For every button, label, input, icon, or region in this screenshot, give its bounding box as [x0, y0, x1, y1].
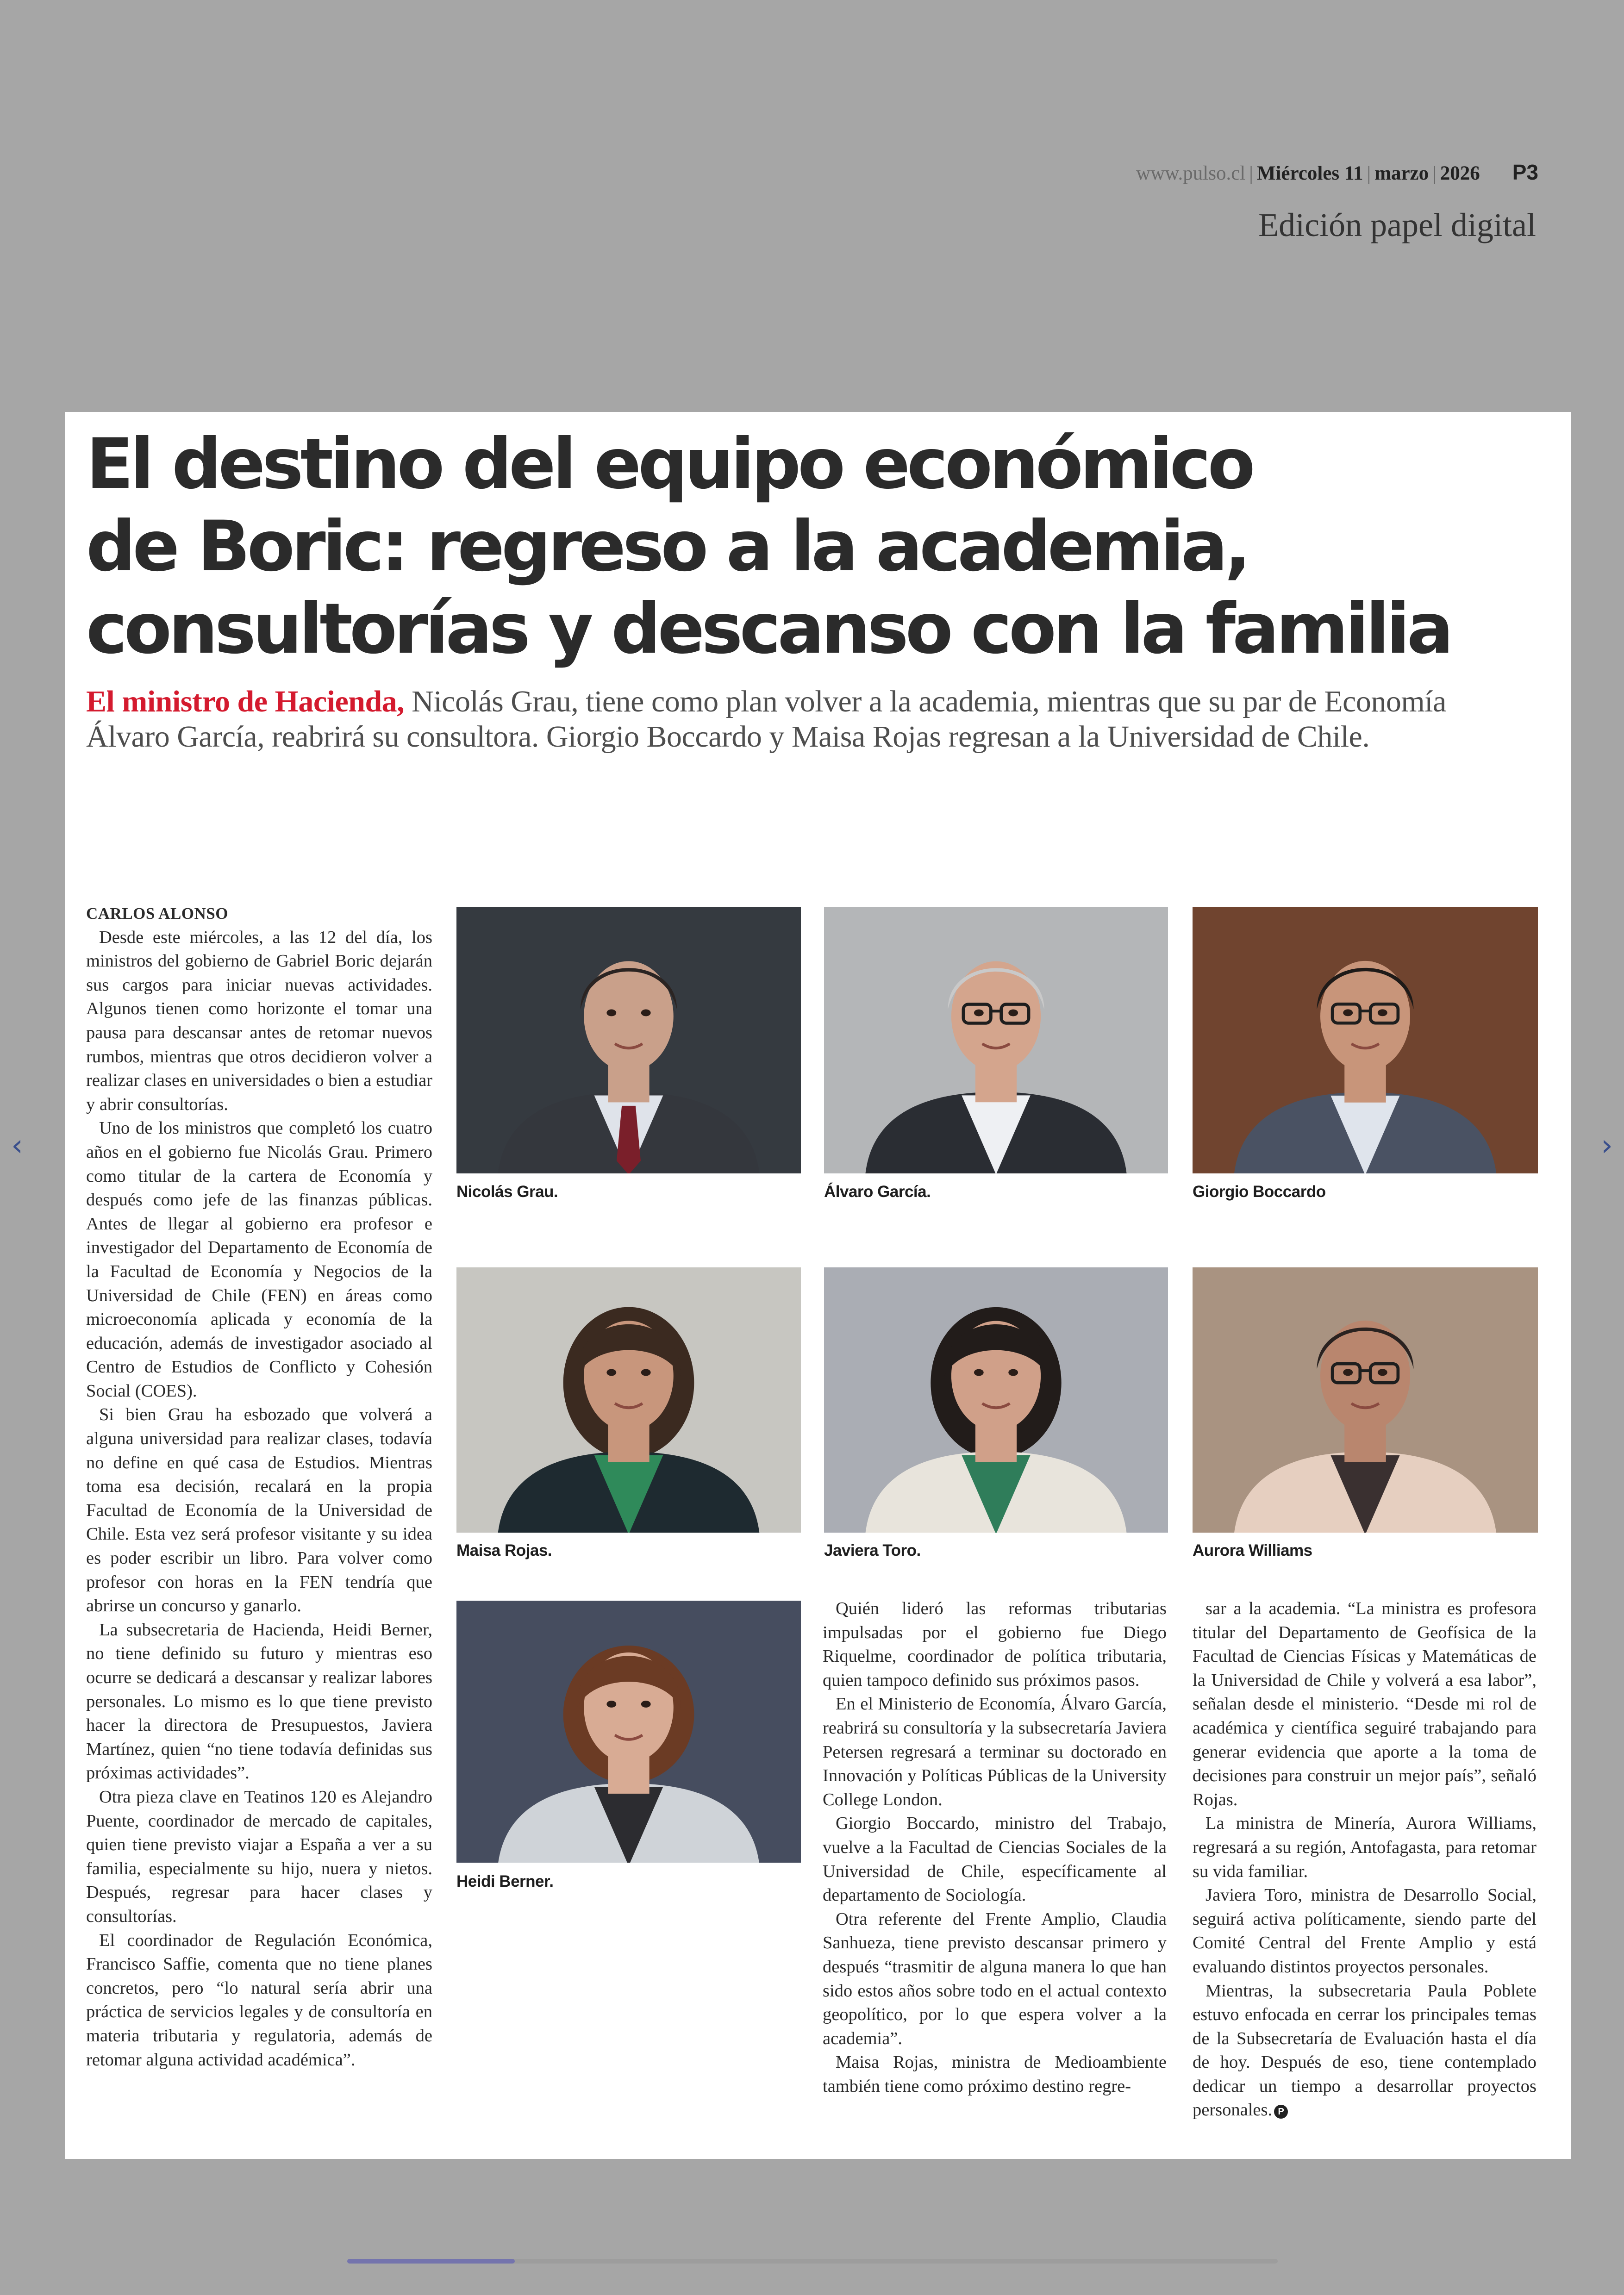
left-eye [974, 1369, 984, 1376]
left-eye [1343, 1009, 1353, 1016]
previous-page-arrow-icon[interactable]: ‹ [11, 1129, 23, 1163]
portrait-illustration [1193, 1267, 1538, 1533]
photo-caption: Javiera Toro. [824, 1541, 921, 1559]
photo-caption: Giorgio Boccardo [1193, 1183, 1326, 1201]
left-eye [606, 1701, 616, 1708]
paragraph: Javiera Toro, ministra de Desarrollo Social, seguirá activa políticamente, siendo parte del Comité Central del Frente Amplio y está evaluando distintos proyectos personales. [1193, 1885, 1537, 1977]
paragraph-text: Mientras, la subsecretaria Paula Poblete estuvo enfocada en cerrar los principales temas de la Subsecretaría de Evaluación hasta el día de hoy. Después de eso, tiene contemplado dedicar un tiempo a desarrollar proyectos personales. [1193, 1981, 1537, 2120]
body-column-3 [1193, 1597, 1537, 2122]
portrait-illustration [824, 907, 1168, 1173]
right-eye [1008, 1369, 1018, 1376]
deck-text: Nicolás Grau, tiene como plan volver a la academia, mientras que su par de Economía Álvaro García, reabrirá su consultora. Giorgio Boccardo y Maisa Rojas regresan a la Universidad de Chile. [86, 685, 1446, 754]
reading-progress-track[interactable] [347, 2259, 1278, 2264]
left-eye [1343, 1369, 1353, 1376]
deck [86, 684, 1452, 755]
newspaper-page [65, 412, 1571, 2159]
masthead: www.pulso.cl | Miércoles 11 | marzo | 2026 P3 [1136, 160, 1538, 184]
left-eye [974, 1010, 984, 1017]
page-number: P3 [1512, 160, 1538, 184]
paragraph: Uno de los ministros que completó los cuatro años en el gobierno fue Nicolás Grau. Primero como titular de la cartera de Economía y después como jefe de las finanzas públicas. Antes de llegar al gobierno era profesor e investigador del Departamento de Economía de la Facultad de Economía y Negocios de la Universidad de Chile (FEN) en áreas como microeconomía aplicada y economía de la educación, además de investigador asociado al Centro de Estudios de Conflicto y Cohesión Social (COES). [86, 1118, 432, 1401]
paragraph: El coordinador de Regulación Económica, Francisco Saffie, comenta que no tiene planes concretos, pero “lo natural sería abrir una práctica de servicios legales y de consultoría en materia tributaria y regulatoria, además de retomar alguna actividad académica”. [86, 1930, 432, 2070]
right-eye [1378, 1369, 1387, 1376]
date-month: marzo [1374, 162, 1429, 184]
deck-lead: El ministro de Hacienda, [86, 685, 405, 718]
left-eye [606, 1369, 616, 1376]
photo-caption: Álvaro García. [824, 1183, 931, 1201]
headline [86, 423, 1521, 670]
headline-line: El destino del equipo económico [86, 424, 1252, 505]
photo-caption: Heidi Berner. [456, 1872, 554, 1890]
paragraph: En el Ministerio de Economía, Álvaro García, reabrirá su consultoría y la subsecretaría Javiera Petersen regresará a terminar su doctorado en Innovación y Políticas Públicas de la University College London. [823, 1694, 1167, 1809]
paragraph: La ministra de Minería, Aurora Williams, regresará a su región, Antofagasta, para retomar su vida familiar. [1193, 1814, 1537, 1881]
body-column-2 [823, 1597, 1167, 2098]
date-year: 2026 [1440, 162, 1480, 184]
photo-caption: Nicolás Grau. [456, 1183, 558, 1201]
paragraph: Desde este miércoles, a las 12 del día, los ministros del gobierno de Gabriel Boric dejarán sus cargos para iniciar nuevas actividades. Algunos tienen como horizonte el tomar una pausa para descansar antes de retomar nuevos rumbos, mientras que otros decidieron volver a realizar clases en universidades o bien a estudiar y abrir consultorías. [86, 927, 432, 1114]
photo-caption: Maisa Rojas. [456, 1541, 552, 1559]
paragraph: sar a la academia. “La ministra es profesora titular del Departamento de Geofísica de la Facultad de Ciencias Físicas y Matemáticas de la Universidad de Chile y volverá a esa labor”, señalan desde el ministerio. “Desde mi rol de académica y científica seguiré trabajando para generar evidencia que aporte a la toma de decisiones para construir un mejor país”, señaló Rojas. [1193, 1599, 1537, 1809]
portrait-illustration [456, 907, 801, 1173]
headline-line: de Boric: regreso a la academia, [86, 506, 1248, 587]
right-eye [1378, 1009, 1387, 1016]
right-eye [641, 1701, 651, 1708]
paragraph: Quién lideró las reformas tributarias impulsadas por el gobierno fue Diego Riquelme, coordinador de política tributaria, quien tampoco definido sus próximos pasos. [823, 1599, 1167, 1690]
headline-line: consultorías y descanso con la familia [86, 589, 1451, 669]
paragraph: Otra referente del Frente Amplio, Claudia Sanhueza, tiene previsto descansar primero y después “trasmitir de alguna manera lo que han sido estos años sobre todo en el actual contexto geopolítico, por lo que espera volver a la academia”. [823, 1909, 1167, 2048]
reading-progress-fill [347, 2259, 515, 2264]
photo-nicolas-grau [456, 907, 801, 1173]
portrait-illustration [824, 1267, 1168, 1533]
right-eye [641, 1369, 651, 1376]
end-of-article-icon: P [1274, 2105, 1288, 2119]
paragraph [1193, 1979, 1537, 2123]
photo-giorgio-boccardo [1193, 907, 1538, 1173]
photo-heidi-berner [456, 1601, 801, 1863]
left-eye [606, 1010, 616, 1017]
paragraph: Si bien Grau ha esbozado que volverá a alguna universidad para realizar clases, todavía no define en qué casa de Estudios. Mientras toma esa decisión, recalará en la propia Facultad de Economía de la Universidad de Chile. Esta vez será profesor visitante y su idea es poder escribir un libro. Para volver como profesor con horas en la FEN tendría que abrirse un concurso y ganarlo. [86, 1405, 432, 1616]
photo-caption: Aurora Williams [1193, 1541, 1312, 1559]
paragraph: La subsecretaria de Hacienda, Heidi Berner, no tiene definido su futuro y mientras eso ocurre se dedicará a descansar y realizar labores personales. Lo mismo es lo que tiene previsto hacer la directora de Presupuestos, Javiera Martínez, quien “no tiene todavía definidas sus próximas actividades”. [86, 1620, 432, 1783]
body-column-1 [86, 902, 432, 2072]
photo-alvaro-garcia [824, 907, 1168, 1173]
byline: CARLOS ALONSO [86, 904, 228, 923]
photo-aurora-williams [1193, 1267, 1538, 1533]
right-eye [641, 1010, 651, 1017]
photo-javiera-toro [824, 1267, 1168, 1533]
paragraph: Giorgio Boccardo, ministro del Trabajo, vuelve a la Facultad de Ciencias Sociales de la Universidad de Chile, específicamente al departamento de Sociología. [823, 1814, 1167, 1905]
photo-maisa-rojas [456, 1267, 801, 1533]
paragraph: Maisa Rojas, ministra de Medioambiente también tiene como próximo destino regre- [823, 2052, 1167, 2096]
portrait-illustration [1193, 907, 1538, 1173]
edition-label: Edición papel digital [1258, 206, 1536, 243]
next-page-arrow-icon[interactable]: › [1601, 1129, 1613, 1163]
date-weekday: Miércoles 11 [1256, 162, 1363, 184]
right-eye [1008, 1010, 1018, 1017]
portrait-illustration [456, 1267, 801, 1533]
portrait-illustration [456, 1601, 801, 1863]
site-url[interactable]: www.pulso.cl [1136, 162, 1246, 184]
paragraph: Otra pieza clave en Teatinos 120 es Alejandro Puente, coordinador de mercado de capitales, quien tiene previsto viajar a España a ver a su familia, especialmente su hijo, nuera y nietos. Después, regresar para hacer clases y consultorías. [86, 1787, 432, 1926]
